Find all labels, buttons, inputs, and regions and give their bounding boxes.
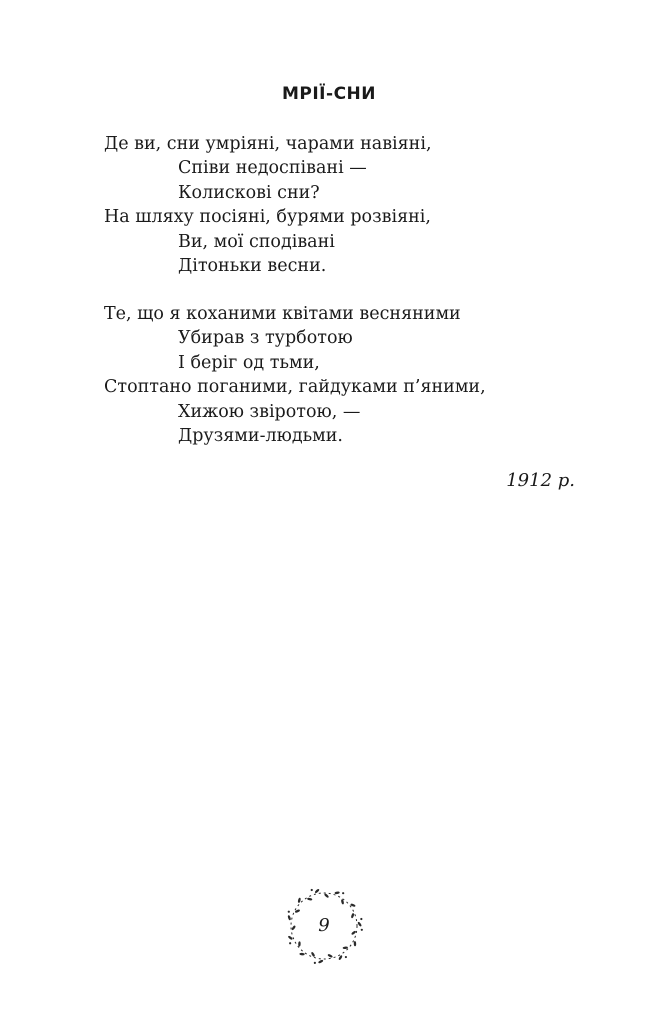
poem-line: Хижою звіротою, —: [178, 401, 361, 422]
poem-line: Стоптано поганими, гайдуками п’яними,: [104, 377, 486, 398]
stanza: [104, 132, 432, 278]
poem-line: Дітоньки весни.: [178, 255, 327, 276]
poem-line: Друзями-людьми.: [178, 425, 343, 446]
poem-line: Співи недоспівані —: [178, 158, 367, 179]
poem-date: 1912 р.: [506, 470, 575, 491]
page-number-ornament: [280, 882, 368, 970]
stanza: [104, 302, 486, 448]
poem-line: Де ви, сни умріяні, чарами навіяні,: [104, 134, 432, 154]
page-number: 9: [318, 915, 330, 936]
poem-title: МРІЇ-СНИ: [281, 84, 376, 104]
poem-line: Ви, мої сподівані: [178, 231, 335, 252]
poem-line: Убирав з турботою: [178, 328, 353, 349]
poem-line: На шляху посіяні, бурями розвіяні,: [104, 207, 431, 228]
poem-line: Те, що я коханими квітами весняними: [104, 304, 461, 324]
poem-line: І беріг од тьми,: [178, 352, 320, 373]
poem-line: Колискові сни?: [178, 182, 320, 203]
